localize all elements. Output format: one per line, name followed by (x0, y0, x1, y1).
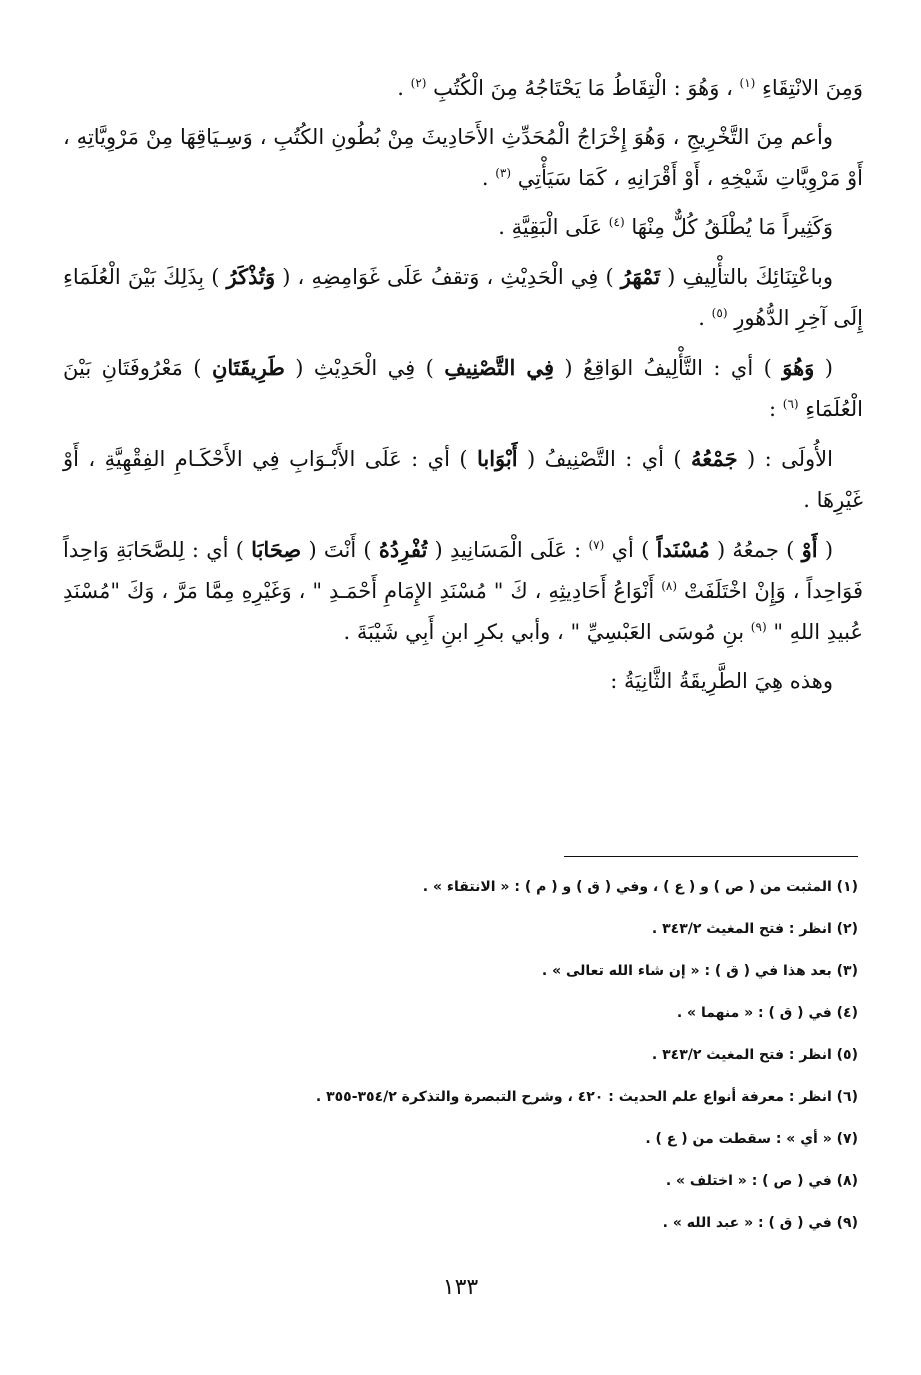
matn-term: وَهُوَ (782, 355, 815, 380)
text-segment: ) أي : لِلصَّحَابَةِ وَاحِداً فَوَاحِداً ، وَإِنْ اخْتَلَفَتْ (63, 538, 863, 603)
footnote-5: (٥) انظر : فتح المغيث ٣٤٣/٢ . (651, 1047, 858, 1063)
text-segment: وَكَثِيراً مَا يُطْلَقُ كُلٌّ مِنْهَا (631, 215, 833, 239)
matn-term: مُسْنَداً (656, 537, 710, 562)
text-segment: : عَلَى الْمَسَانِيدِ ( (434, 538, 582, 562)
footnote-7: (٧) « أي » : سقطت من ( ع ) . (645, 1131, 858, 1147)
text-segment: ) أَنْتَ ( (308, 538, 372, 562)
paragraph-tariqatan (63, 347, 863, 430)
paragraph-musnad (63, 529, 863, 653)
footnote-ref[interactable]: (٢) (410, 76, 427, 90)
text-segment: ) بِذَلِكَ بَيْنَ الْعُلَمَاءِ إِلَى آخِرِ الدُّهُورِ (63, 265, 863, 330)
text-segment: ( (824, 356, 833, 380)
text-segment: وأعم مِنَ التَّخْرِيجِ ، وَهُوَ إِخْرَاجُ الْمُحَدِّثِ الأَحَادِيثَ مِنْ بُطُونِ الكُتُبِ ، وَسِـيَاقِهَا مِنْ مَرْوِيَّاتِهِ ، أَوْ مَرْوِيَّاتِ شَيْخِهِ ، أَوْ أَقْرَانِهِ ، كَمَا سَيَأْتِي (63, 125, 863, 190)
text-segment: ) أي : التَّأْلِيفُ الوَاقِعُ ( (564, 356, 772, 380)
matn-term: أَبْوَابا (476, 446, 518, 471)
matn-term: فِي التَّصْنِيفِ (444, 355, 554, 380)
text-segment: أَنْوَاعُ أَحَادِيثِهِ ، كَ " مُسْنَدِ الإِمَامِ أَحْمَـدِ " ، وَغَيْرِهِ مِمَّا مَرَّ ، وَكَ "مُسْنَدِ عُبيدِ اللهِ " (63, 579, 863, 644)
text-segment: ) مَعْرُوفَتَانِ بَيْنَ الْعُلَمَاءِ (63, 356, 863, 421)
matn-term: صِحَابَا (251, 537, 302, 562)
main-text (63, 68, 863, 710)
footnote-3: (٣) بعد هذا في ( ق ) : « إن شاء الله تعالى » . (541, 963, 858, 979)
page-number: ١٣٣ (442, 1275, 479, 1300)
footnote-4: (٤) في ( ق ) : « منهما » . (676, 1005, 858, 1021)
text-segment: وهذه هِيَ الطَّرِيقَةُ الثَّانِيَةُ : (610, 669, 833, 693)
text-segment: الأُولَى : ( (746, 447, 833, 471)
text-segment: وَمِنَ الانْتِقَاءِ (762, 76, 863, 100)
text-segment: ( (824, 538, 834, 562)
footnote-ref[interactable]: (٣) (495, 166, 512, 180)
footnote-ref[interactable]: (٥) (711, 306, 728, 320)
footnote-9: (٩) في ( ق ) : « عبد الله » . (662, 1215, 858, 1231)
matn-term: تَمْهَرُ (620, 264, 661, 289)
text-segment: . (397, 76, 404, 100)
matn-term: تُفْرِدُهُ (378, 537, 428, 562)
text-segment: ) أي (611, 538, 650, 562)
footnote-ref[interactable]: (٧) (588, 538, 605, 552)
matn-term: أَوْ (801, 537, 818, 562)
footnote-ref[interactable]: (٦) (782, 397, 799, 411)
paragraph-baqiyya (63, 207, 863, 248)
footnote-divider (564, 856, 858, 857)
text-segment: عَلَى الْبَقِيَّةِ . (498, 215, 603, 239)
footnote-ref[interactable]: (١) (739, 76, 756, 90)
text-segment: . (698, 306, 705, 330)
matn-term: وَتُذْكَرُ (226, 264, 276, 289)
footnote-8: (٨) في ( ص ) : « اختلف » . (665, 1173, 858, 1189)
text-segment: ، وَهُوَ : الْتِقَاطُ مَا يَحْتَاجُهُ مِنَ الْكُتُبِ (433, 76, 733, 100)
text-segment: : (768, 397, 777, 421)
paragraph-talif (63, 256, 863, 339)
paragraph-intiqa (63, 68, 863, 109)
text-segment: ) أي : عَلَى الأَبْـوَابِ فِي الأَحْكَـامِ الفِقْهِيَّةِ ، أَوْ غَيْرِهَا . (63, 447, 863, 512)
text-segment: . (481, 166, 489, 190)
matn-term: جَمْعُهُ (691, 446, 738, 471)
footnote-ref[interactable]: (٤) (608, 215, 625, 229)
paragraph-ula (63, 438, 863, 521)
footnote-2: (٢) انظر : فتح المغيث ٣٤٣/٢ . (651, 921, 858, 937)
text-segment: ) أي : التَّصْنِيفُ ( (527, 447, 682, 471)
footnote-1: (١) المثبت من ( ص ) و ( ع ) ، وفي ( ق ) و ( م ) : « الانتقاء » . (422, 879, 858, 895)
matn-term: طَرِيقَتَانِ (211, 355, 285, 380)
footnote-ref[interactable]: (٩) (750, 620, 767, 634)
text-segment: بنِ مُوسَى العَبْسِيِّ " ، وأبي بكرِ ابنِ أَبِي شَيْبَةَ . (343, 620, 745, 644)
footnotes (78, 874, 858, 1252)
text-segment: ) فِي الْحَدِيْثِ ( (295, 356, 434, 380)
text-segment: وباعْتِنَائِكَ بالتأْلِيفِ ( (667, 265, 833, 289)
text-segment: ) جمعُهُ ( (716, 538, 795, 562)
footnote-ref[interactable]: (٨) (661, 579, 678, 593)
paragraph-takhrij (63, 117, 863, 199)
text-segment: ) فِي الْحَدِيْثِ ، وَتقفُ عَلَى غَوَامِضِهِ ، ( (282, 265, 614, 289)
footnote-6: (٦) انظر : معرفة أنواع علم الحديث : ٤٢٠ ، وشرح التبصرة والتذكرة ٣٥٤/٢-٣٥٥ . (315, 1089, 858, 1105)
paragraph-thaniya (63, 661, 863, 702)
